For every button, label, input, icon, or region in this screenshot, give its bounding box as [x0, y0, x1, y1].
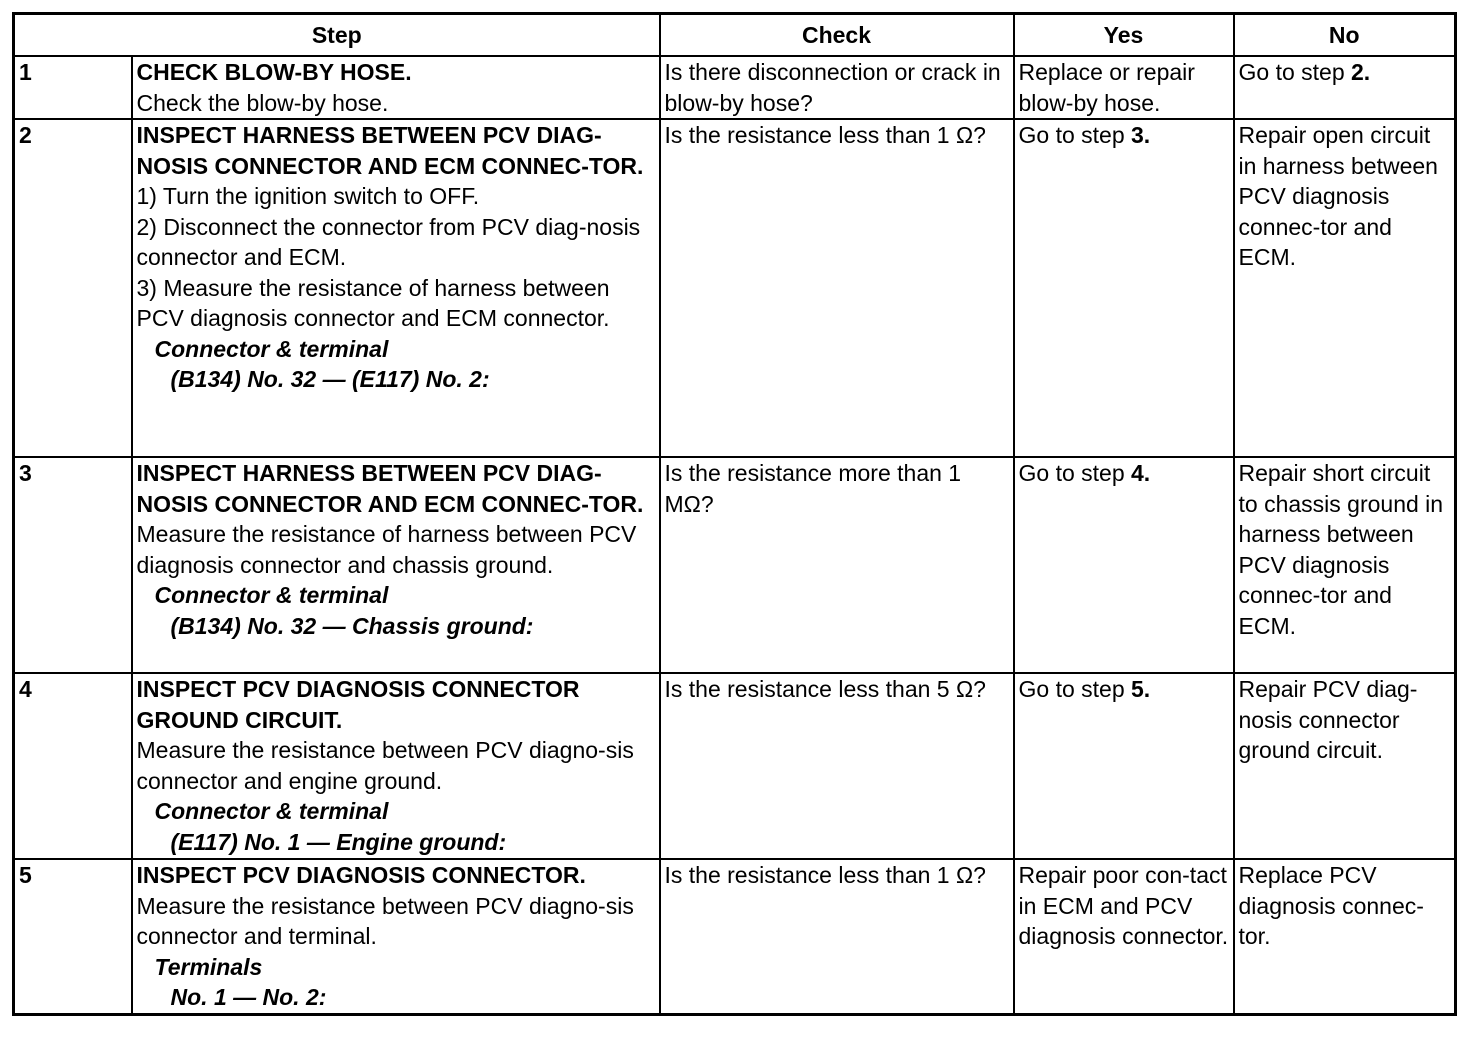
step-instruction: Check the blow-by hose.: [136, 89, 389, 116]
no-text: Repair PCV diag-nosis connector ground circuit.: [1238, 676, 1418, 763]
connector-label: Connector & terminal: [154, 798, 389, 824]
check-cell: Is the resistance less than 5 Ω?: [660, 673, 1014, 859]
table-row: [14, 457, 1456, 673]
yes-cell: [1014, 56, 1234, 119]
yes-step-ref: 3.: [1131, 122, 1151, 148]
check-cell: Is the resistance more than 1 MΩ?: [660, 457, 1014, 673]
yes-text: Replace or repair blow-by hose.: [1018, 59, 1195, 116]
step-number: 3: [14, 457, 132, 673]
yes-cell: [1014, 457, 1234, 673]
yes-cell: [1014, 673, 1234, 859]
step-title: INSPECT HARNESS BETWEEN PCV DIAG-NOSIS CONNECTOR AND ECM CONNEC-TOR.: [136, 460, 644, 517]
check-cell: Is the resistance less than 1 Ω?: [660, 119, 1014, 457]
no-text: Replace PCV diagnosis connec-tor.: [1238, 862, 1424, 949]
step-title: INSPECT PCV DIAGNOSIS CONNECTOR.: [136, 862, 586, 888]
yes-text: Go to step: [1018, 122, 1132, 148]
step-instruction: Measure the resistance between PCV diagno-sis connector and terminal.: [136, 892, 634, 949]
no-cell: [1234, 859, 1456, 1014]
step-cell: [132, 119, 660, 457]
table-row: [14, 119, 1456, 457]
step-instruction: 3) Measure the resistance of harness between PCV diagnosis connector and ECM connector.: [136, 274, 610, 331]
header-step: Step: [14, 14, 660, 57]
header-no: No: [1234, 14, 1456, 57]
connector-label: Connector & terminal: [154, 582, 389, 608]
step-instruction: 1) Turn the ignition switch to OFF.: [136, 183, 480, 209]
step-instruction: 2) Disconnect the connector from PCV diag-nosis connector and ECM.: [136, 213, 641, 270]
table-row: [14, 673, 1456, 859]
yes-cell: [1014, 859, 1234, 1014]
check-cell: Is there disconnection or crack in blow-by hose?: [660, 56, 1014, 119]
step-cell: [132, 457, 660, 673]
no-step-ref: 2.: [1351, 59, 1371, 85]
no-cell: [1234, 119, 1456, 457]
connector-value: (B134) No. 32 — (E117) No. 2:: [170, 366, 490, 392]
no-cell: [1234, 457, 1456, 673]
yes-text: Repair poor con-tact in ECM and PCV diagnosis connector.: [1018, 862, 1229, 949]
step-number: 4: [14, 673, 132, 859]
step-cell: [132, 859, 660, 1014]
diagnostic-table: [12, 12, 1457, 1016]
check-cell: Is the resistance less than 1 Ω?: [660, 859, 1014, 1014]
connector-value: (E117) No. 1 — Engine ground:: [170, 828, 507, 855]
header-row: [14, 14, 1456, 57]
connector-value: No. 1 — No. 2:: [170, 984, 327, 1010]
no-text: Repair short circuit to chassis ground in harness between PCV diagnosis connec-tor and ECM.: [1238, 460, 1444, 639]
yes-text: Go to step: [1018, 460, 1132, 486]
no-cell: [1234, 56, 1456, 119]
step-number: 2: [14, 119, 132, 457]
table-row: [14, 859, 1456, 1014]
yes-cell: [1014, 119, 1234, 457]
no-text: Repair open circuit in harness between PCV diagnosis connec-tor and ECM.: [1238, 122, 1438, 270]
yes-step-ref: 5.: [1131, 676, 1151, 702]
step-instruction: Measure the resistance between PCV diagno-sis connector and engine ground.: [136, 737, 634, 794]
header-check: Check: [660, 14, 1014, 57]
table-row: [14, 56, 1456, 119]
step-cell: [132, 673, 660, 859]
no-text: Go to step: [1238, 59, 1352, 85]
step-number: 5: [14, 859, 132, 1014]
step-title: INSPECT PCV DIAGNOSIS CONNECTOR GROUND CIRCUIT.: [136, 676, 580, 733]
yes-step-ref: 4.: [1131, 460, 1151, 486]
connector-label: Connector & terminal: [154, 335, 389, 362]
step-cell: [132, 56, 660, 119]
step-title: CHECK BLOW-BY HOSE.: [136, 59, 412, 85]
connector-value: (B134) No. 32 — Chassis ground:: [170, 612, 534, 639]
step-instruction: Measure the resistance of harness between PCV diagnosis connector and chassis ground.: [136, 521, 637, 578]
header-yes: Yes: [1014, 14, 1234, 57]
step-title: INSPECT HARNESS BETWEEN PCV DIAG-NOSIS CONNECTOR AND ECM CONNEC-TOR.: [136, 122, 644, 179]
no-cell: [1234, 673, 1456, 859]
step-number: 1: [14, 56, 132, 119]
yes-text: Go to step: [1018, 676, 1132, 702]
connector-label: Terminals: [154, 953, 263, 980]
